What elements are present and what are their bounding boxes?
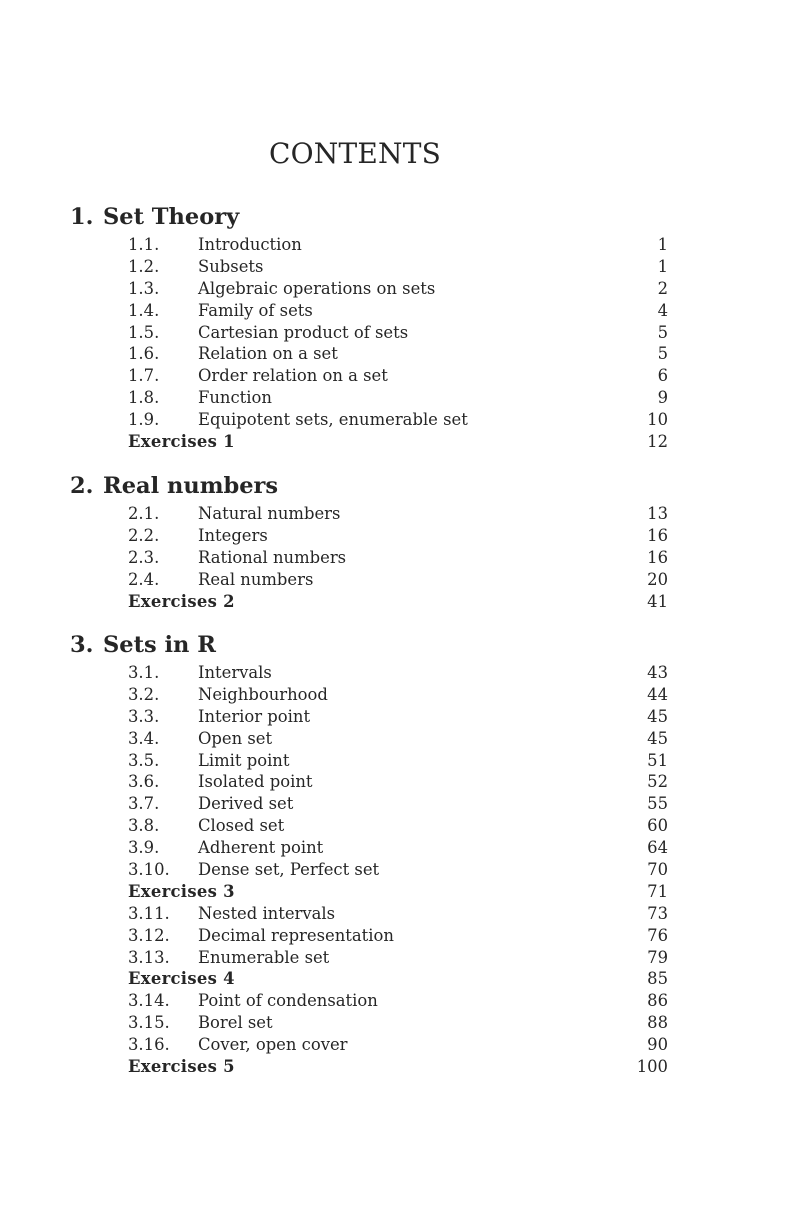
- page-number: 70: [647, 860, 668, 880]
- toc-entry[interactable]: [128, 234, 668, 256]
- toc-entry[interactable]: [128, 503, 668, 525]
- section-number: 1.5.: [128, 322, 160, 342]
- chapter-1: [70, 202, 670, 453]
- section-title: Real numbers: [198, 569, 314, 589]
- toc-entry[interactable]: [128, 569, 668, 591]
- toc-entry[interactable]: [128, 728, 668, 750]
- toc-entry[interactable]: [128, 322, 668, 344]
- page-number: 79: [647, 947, 668, 967]
- toc-exercise-entry[interactable]: [128, 431, 668, 453]
- toc-entry[interactable]: [128, 662, 668, 684]
- section-title: Integers: [198, 525, 268, 545]
- section-number: 1.6.: [128, 344, 160, 364]
- toc-entry[interactable]: [128, 300, 668, 322]
- toc-entry[interactable]: [128, 343, 668, 365]
- toc-entry[interactable]: [128, 525, 668, 547]
- page-number: 10: [647, 410, 668, 430]
- page-number: 100: [636, 1057, 668, 1077]
- exercise-title: Exercises 2: [128, 591, 235, 611]
- section-number: 2.1.: [128, 504, 160, 523]
- section-title: Equipotent sets, enumerable set: [198, 410, 468, 430]
- toc-entry[interactable]: [128, 903, 668, 925]
- section-title: Open set: [198, 728, 273, 748]
- section-title: Adherent point: [198, 838, 324, 858]
- section-number: 3.8.: [128, 816, 160, 836]
- page-number: 44: [647, 684, 668, 704]
- section-number: 3.15.: [128, 1013, 170, 1033]
- toc-entry-list: [128, 503, 668, 612]
- toc-entry[interactable]: [128, 365, 668, 387]
- page-number: 55: [647, 794, 668, 814]
- section-title: Relation on a set: [198, 344, 338, 364]
- section-title: Subsets: [198, 256, 264, 276]
- section-number: 1.9.: [128, 410, 160, 430]
- section-title: Derived set: [198, 794, 294, 814]
- page-number: 51: [647, 750, 668, 770]
- toc-entry[interactable]: [128, 1012, 668, 1034]
- section-number: 2.4.: [128, 569, 160, 589]
- section-number: 3.11.: [128, 903, 170, 923]
- chapter-number: 3.: [70, 632, 94, 658]
- page-title: CONTENTS: [269, 137, 441, 170]
- toc-exercise-entry[interactable]: [128, 968, 668, 990]
- chapter-number: 2.: [70, 473, 94, 499]
- page-number: 1: [657, 235, 668, 254]
- toc-entry[interactable]: [128, 771, 668, 793]
- page-number: 4: [657, 300, 668, 320]
- section-number: 3.10.: [128, 860, 170, 880]
- section-number: 3.2.: [128, 684, 160, 704]
- section-title: Function: [198, 388, 272, 408]
- page-number: 12: [647, 432, 668, 452]
- page-number: 88: [647, 1013, 668, 1033]
- chapter-title: Sets in R: [103, 632, 216, 658]
- page-number: 71: [647, 881, 668, 901]
- page-number: 43: [647, 663, 668, 682]
- toc-entry[interactable]: [128, 990, 668, 1012]
- section-number: 1.7.: [128, 366, 160, 386]
- section-number: 3.3.: [128, 706, 160, 726]
- toc-exercise-entry[interactable]: [128, 1056, 668, 1078]
- exercise-title: Exercises 4: [128, 969, 235, 989]
- toc-entry[interactable]: [128, 684, 668, 706]
- section-number: 3.14.: [128, 991, 170, 1011]
- chapter-3: [70, 630, 670, 1078]
- section-title: Family of sets: [198, 300, 313, 320]
- toc-entry[interactable]: [128, 278, 668, 300]
- toc-entry[interactable]: [128, 815, 668, 837]
- section-number: 3.13.: [128, 947, 170, 967]
- section-title: Decimal representation: [198, 925, 394, 945]
- page-number: 52: [647, 772, 668, 792]
- page-number: 85: [647, 969, 668, 989]
- toc-entry[interactable]: [128, 859, 668, 881]
- section-title: Interior point: [198, 706, 311, 726]
- section-number: 1.2.: [128, 256, 160, 276]
- section-title: Limit point: [198, 750, 290, 770]
- section-title: Nested intervals: [198, 903, 336, 923]
- section-title: Isolated point: [198, 772, 313, 792]
- section-number: 3.6.: [128, 772, 160, 792]
- chapter-title: Set Theory: [103, 204, 240, 230]
- section-title: Algebraic operations on sets: [198, 278, 436, 298]
- section-title: Order relation on a set: [198, 366, 388, 386]
- chapter-heading: [70, 202, 670, 232]
- section-number: 1.3.: [128, 278, 160, 298]
- page-number: 6: [657, 366, 668, 386]
- toc-entry[interactable]: [128, 925, 668, 947]
- toc-entry-list: [128, 662, 668, 1078]
- toc-entry[interactable]: [128, 793, 668, 815]
- section-number: 3.7.: [128, 794, 160, 814]
- section-title: Point of condensation: [198, 991, 378, 1011]
- chapter-title: Real numbers: [103, 473, 279, 499]
- section-number: 3.16.: [128, 1035, 170, 1055]
- chapter-2: [70, 471, 670, 612]
- section-number: 1.8.: [128, 388, 160, 408]
- page-number: 16: [647, 547, 668, 567]
- chapter-heading: [70, 471, 670, 501]
- section-number: 3.5.: [128, 750, 160, 770]
- page-number: 73: [647, 903, 668, 923]
- toc-entry[interactable]: [128, 256, 668, 278]
- page-number: 64: [647, 838, 668, 858]
- toc-entry-list: [128, 234, 668, 453]
- section-number: 1.4.: [128, 300, 160, 320]
- section-title: Dense set, Perfect set: [198, 860, 380, 880]
- page-number: 60: [647, 816, 668, 836]
- page-number: 20: [647, 569, 668, 589]
- page-number: 5: [657, 344, 668, 364]
- page-number: 90: [647, 1035, 668, 1055]
- section-title: Enumerable set: [198, 947, 330, 967]
- section-title: Cartesian product of sets: [198, 322, 409, 342]
- page-number: 41: [647, 591, 668, 611]
- section-title: Closed set: [198, 816, 285, 836]
- toc-entry[interactable]: [128, 706, 668, 728]
- section-title: Rational numbers: [198, 547, 347, 567]
- page-number: 1: [657, 256, 668, 276]
- page-number: 76: [647, 925, 668, 945]
- section-title: Neighbourhood: [198, 684, 328, 704]
- page-number: 2: [657, 278, 668, 298]
- toc-entry[interactable]: [128, 947, 668, 969]
- exercise-title: Exercises 1: [128, 432, 235, 452]
- toc-entry[interactable]: [128, 1034, 668, 1056]
- section-title: Intervals: [198, 663, 272, 682]
- page-number: 9: [657, 388, 668, 408]
- toc-entry[interactable]: [128, 409, 668, 431]
- page-number: 5: [657, 322, 668, 342]
- exercise-title: Exercises 3: [128, 881, 235, 901]
- section-title: Borel set: [198, 1013, 273, 1033]
- page-number: 45: [647, 706, 668, 726]
- toc-exercise-entry[interactable]: [128, 881, 668, 903]
- section-title: Introduction: [198, 235, 302, 254]
- toc-exercise-entry[interactable]: [128, 591, 668, 613]
- section-number: 2.3.: [128, 547, 160, 567]
- section-number: 3.4.: [128, 728, 160, 748]
- section-number: 1.1.: [128, 235, 160, 254]
- section-number: 3.1.: [128, 663, 160, 682]
- exercise-title: Exercises 5: [128, 1057, 235, 1077]
- toc-entry[interactable]: [128, 837, 668, 859]
- toc-entry[interactable]: [128, 547, 668, 569]
- page-number: 16: [647, 525, 668, 545]
- page-number: 45: [647, 728, 668, 748]
- chapter-heading: [70, 630, 670, 660]
- toc-entry[interactable]: [128, 387, 668, 409]
- toc-entry[interactable]: [128, 750, 668, 772]
- section-title: Natural numbers: [198, 504, 341, 523]
- section-number: 3.12.: [128, 925, 170, 945]
- chapter-number: 1.: [70, 204, 94, 230]
- section-number: 2.2.: [128, 525, 160, 545]
- section-title: Cover, open cover: [198, 1035, 348, 1055]
- section-number: 3.9.: [128, 838, 160, 858]
- page-number: 86: [647, 991, 668, 1011]
- page-number: 13: [647, 504, 668, 523]
